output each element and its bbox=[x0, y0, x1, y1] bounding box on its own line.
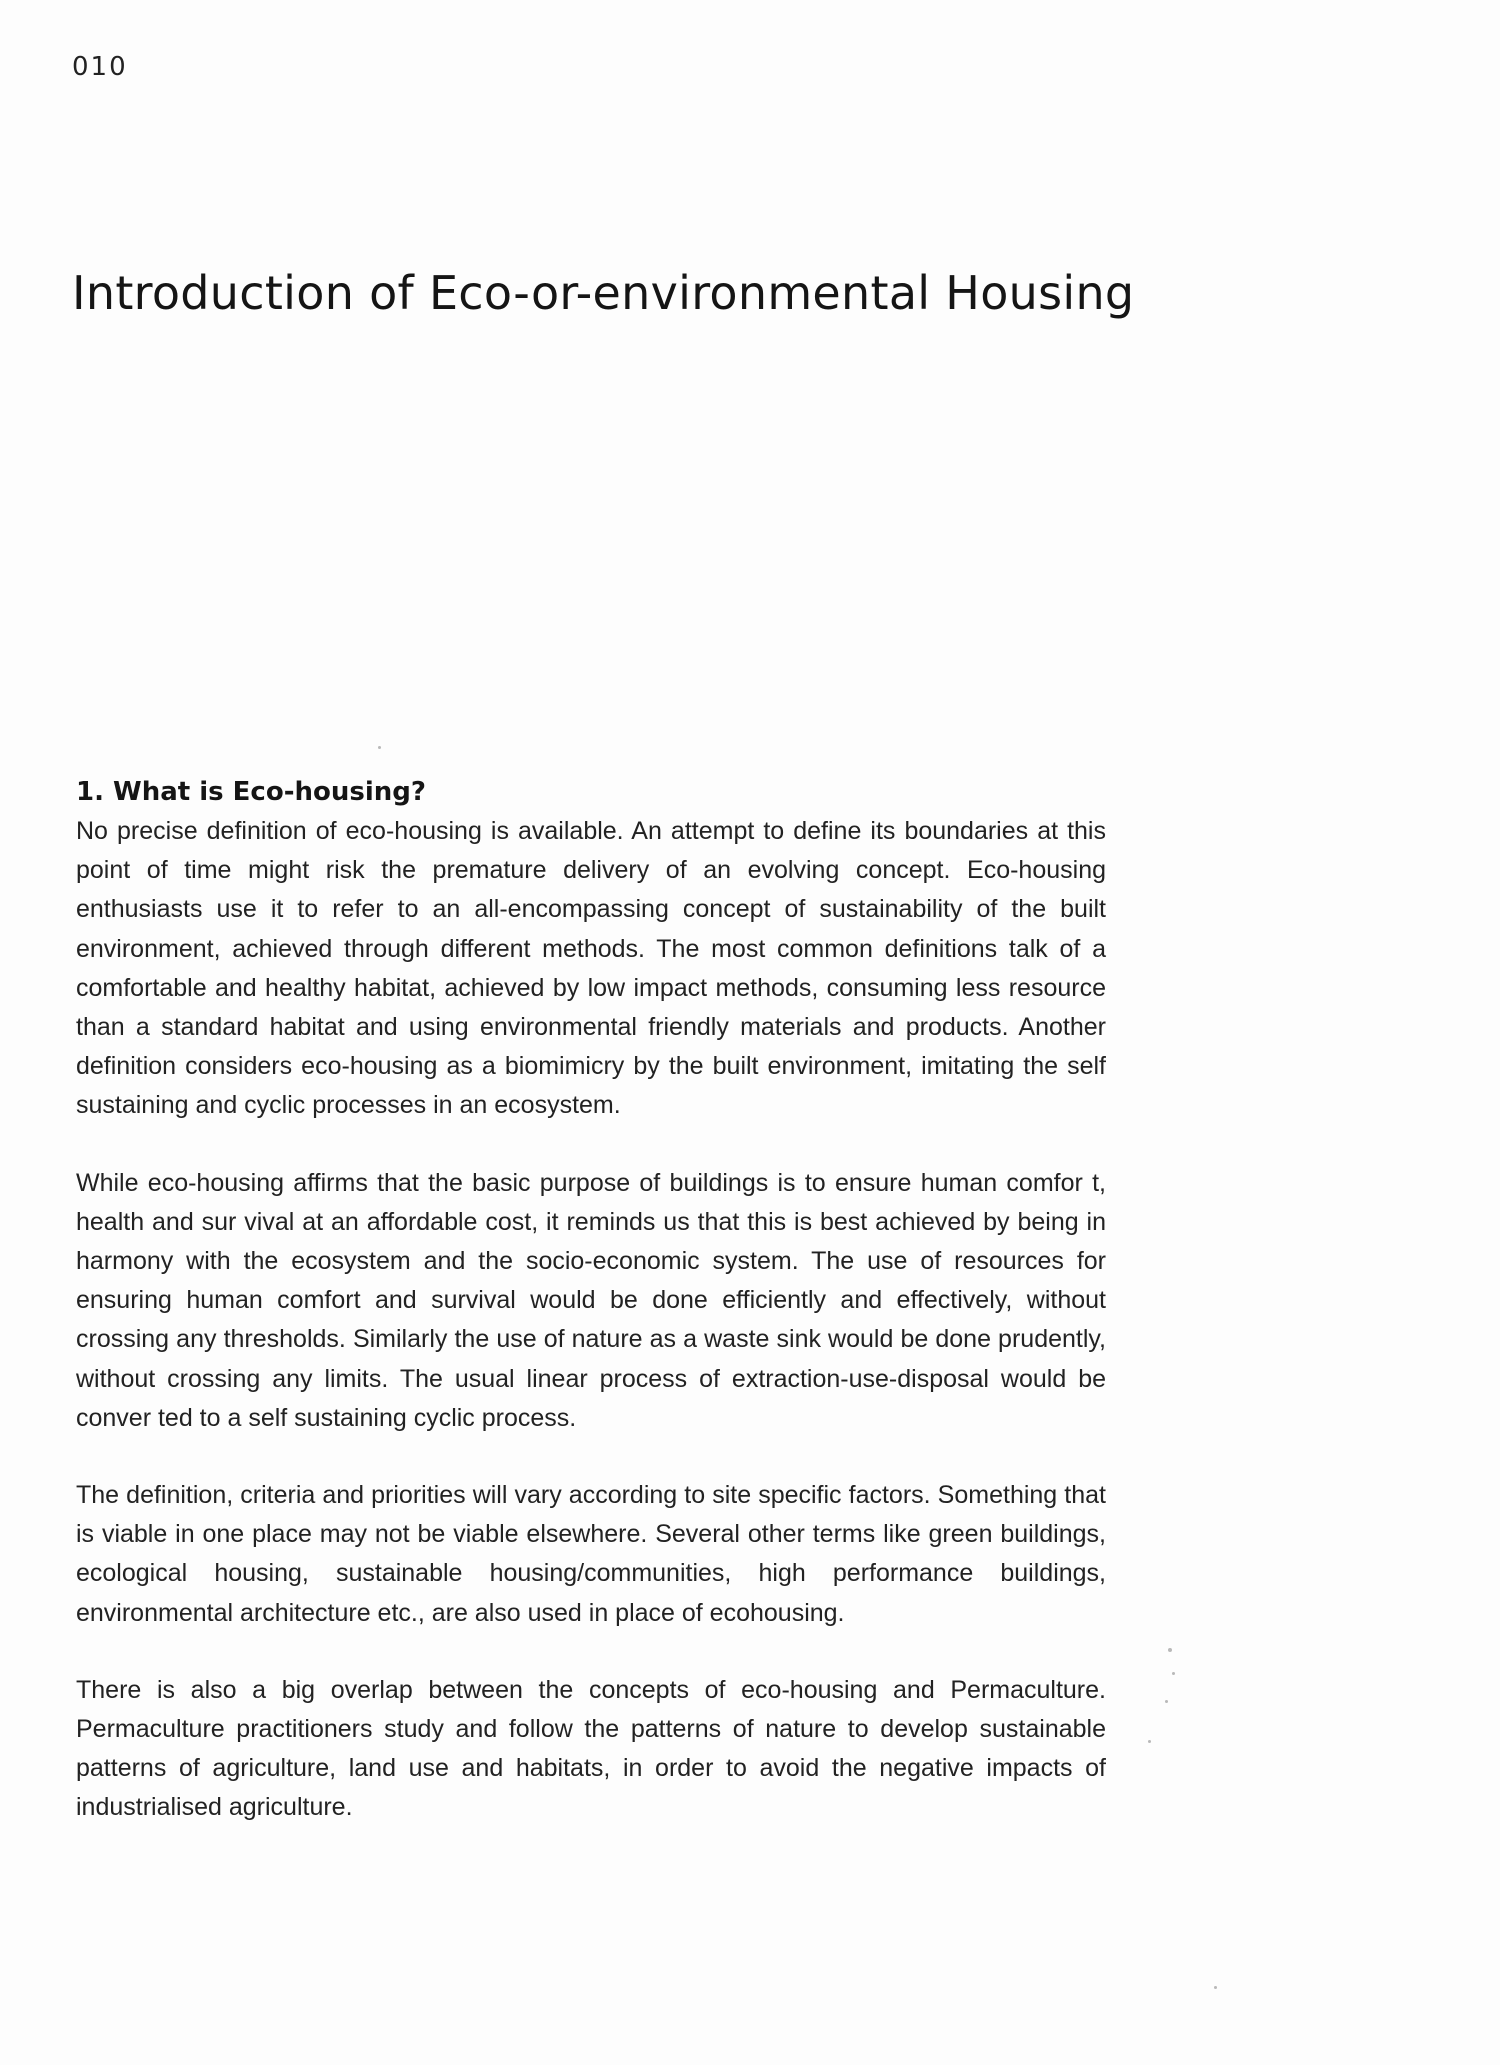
scan-speck bbox=[1168, 1648, 1172, 1652]
scan-speck bbox=[378, 746, 381, 749]
scan-speck bbox=[1214, 1986, 1217, 1989]
section-what-is-eco-housing bbox=[76, 776, 1106, 1866]
section-heading: 1. What is Eco-housing? bbox=[76, 777, 426, 807]
scan-speck bbox=[1165, 1700, 1168, 1703]
paragraph-2: While eco-housing affirms that the basic purpose of buildings is to ensure human comfor t, health and sur vival at an affordable cost, it reminds us that this is best achieved by being in harmony with the ecosystem and the socio-economic system. The use of resources for ensuring human comfort and survival would be done efficiently and effectively, without crossing any thresholds. Similarly the use of nature as a waste sink would be done prudently, without crossing any limits. The usual linear process of extraction-use-disposal would be conver ted to a self sustaining cyclic process. bbox=[76, 1168, 1106, 1432]
chapter-title: Introduction of Eco-or-environmental Housing bbox=[72, 266, 1135, 320]
scan-speck bbox=[1148, 1740, 1151, 1743]
paragraph-1: No precise definition of eco-housing is available. An attempt to define its boundaries at this point of time might risk the premature delivery of an evolving concept. Eco-housing enthusiasts use it to refer to an all-encompassing concept of sustainability of the built environment, achieved through different methods. The most common definitions talk of a comfortable and healthy habitat, achieved by low impact methods, consuming less resource than a standard habitat and using environmental friendly materials and products. Another definition considers eco-housing as a biomimicry by the built environment, imitating the self sustaining and cyclic processes in an ecosystem. bbox=[76, 817, 1106, 1120]
scan-speck bbox=[1172, 1672, 1175, 1675]
paragraph-3: The definition, criteria and priorities will vary according to site specific factors. Something that is viable in one place may not be viable elsewhere. Several other terms like green buildings, ecological housing, sustainable housing/communities, high performance buildings, environmental architecture etc., are also used in place of ecohousing. bbox=[76, 1481, 1106, 1627]
page-number: 010 bbox=[72, 52, 128, 82]
paragraph-4: There is also a big overlap between the concepts of eco-housing and Permaculture. Permaculture practitioners study and follow the patterns of nature to develop sustainable patterns of agriculture, land use and habitats, in order to avoid the negative impacts of industrialised agriculture. bbox=[76, 1675, 1106, 1822]
